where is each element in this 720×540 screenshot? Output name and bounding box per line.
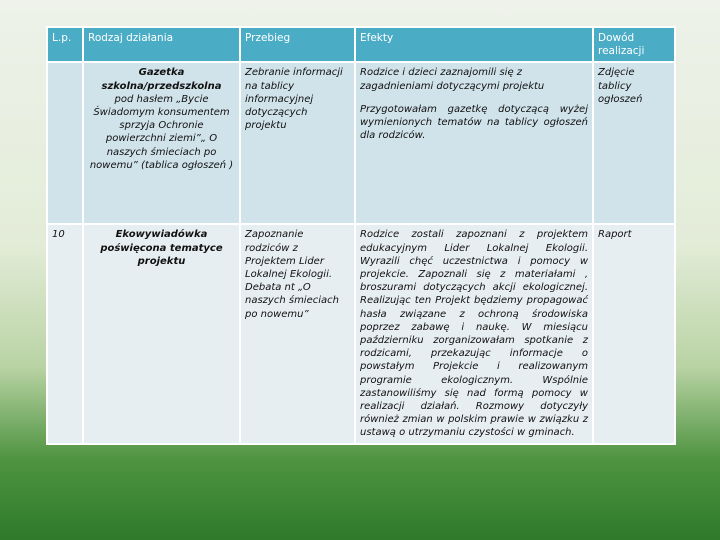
cell-proof: Raport (593, 224, 675, 443)
header-process: Przebieg (240, 27, 355, 62)
cell-type (83, 62, 240, 224)
cell-effects: Rodzice zostali zapoznani z projektem edukacyjnym Lider Lokalnej Ekologii. Wyrazili chęć uczestnictwa i pomocy w projekcie. Zapoznali się z materiałami , broszurami dotyczących akcji ekologicznej. Realizując ten Projekt będziemy propagować hasła związane z ochroną środowiska poprzez zabawę i naukę. W miesiącu październiku zorganizowałam spotkanie z rodzicami, przekazując informacje o powstałym Projekcie i realizowanym programie ekologicznym. Wspólnie zastanowiliśmy się nad formą pomocy w realizacji działań. Rozmowy dotyczyły również zmian w polskim prawie w związku z ustawą o utrzymaniu czystości w gminach. (355, 224, 593, 443)
header-type: Rodzaj działania (83, 27, 240, 62)
cell-lp: 10 (47, 224, 83, 443)
type-description: pod hasłem „Bycie Świadomym konsumentem sprzyja Ochronie powierzchni ziemi”„ O naszych śmieciach po nowemu” (tablica ogłoszeń ) (89, 93, 234, 171)
header-effects: Efekty (355, 27, 593, 62)
cell-effects (355, 62, 593, 224)
cell-type (83, 224, 240, 443)
table-row (47, 62, 675, 224)
cell-process: Zapoznanie rodziców z Projektem Lider Lokalnej Ekologii. Debata nt „O naszych śmieciach po nowemu” (240, 224, 355, 443)
type-title: Gazetka szkolna/przedszkolna (101, 67, 222, 92)
table-row (47, 224, 675, 443)
table-header (47, 27, 675, 62)
header-proof: Dowód realizacji (593, 27, 675, 62)
activity-table (46, 26, 676, 445)
cell-proof: Zdjęcie tablicy ogłoszeń (593, 62, 675, 224)
effects-paragraph: Rodzice i dzieci zaznajomili się z zagadnieniami dotyczącymi projektu (360, 67, 545, 92)
effects-paragraph: Przygotowałam gazetkę dotyczącą wyżej wymienionych tematów na tablicy ogłoszeń dla rodziców. (360, 103, 588, 142)
cell-process: Zebranie informacji na tablicy informacyjnej dotyczących projektu (240, 62, 355, 224)
cell-lp (47, 62, 83, 224)
header-lp: L.p. (47, 27, 83, 62)
type-title: Ekowywiadówka poświęcona tematyce projektu (100, 229, 223, 267)
